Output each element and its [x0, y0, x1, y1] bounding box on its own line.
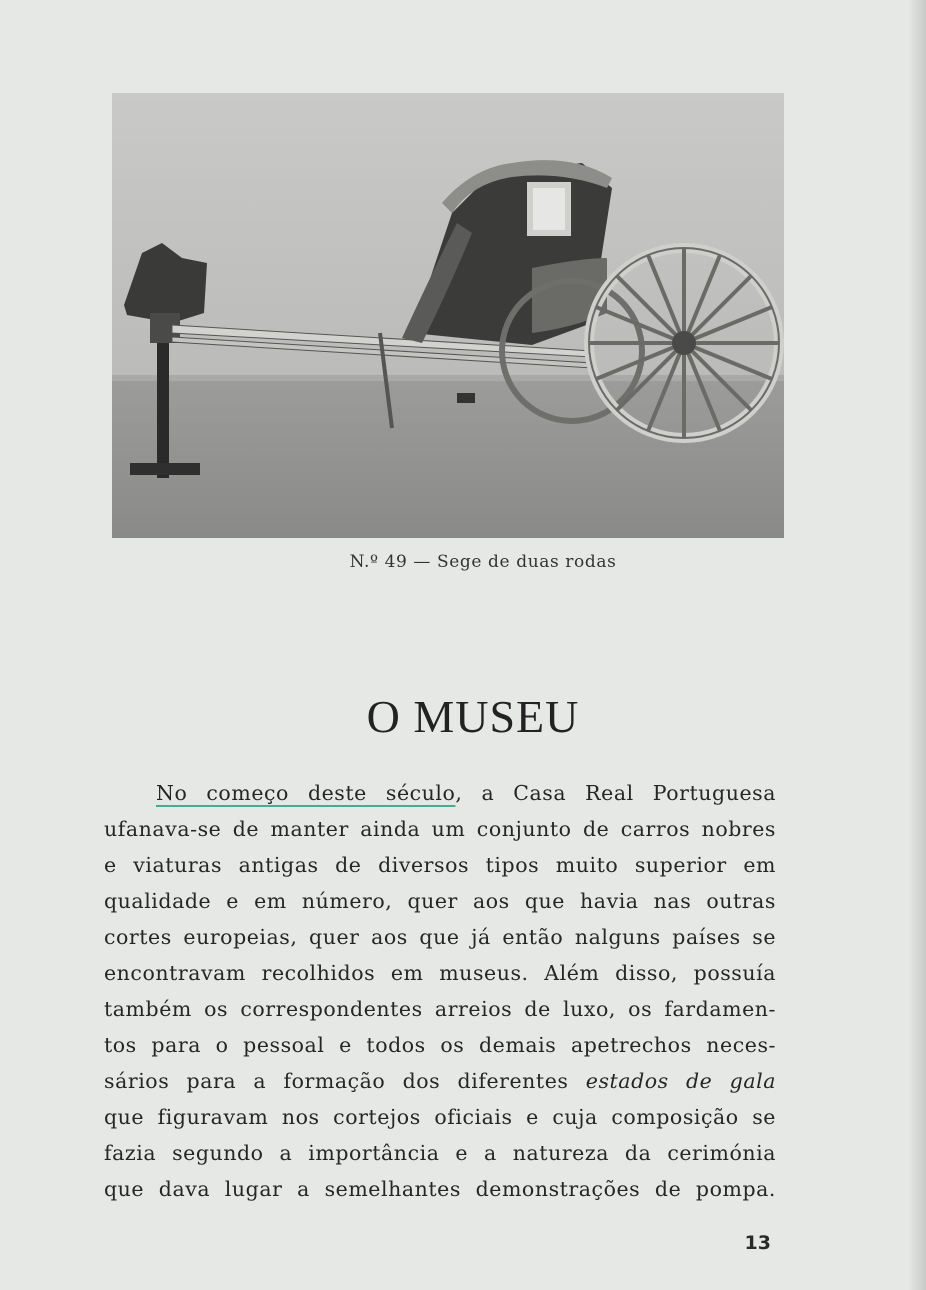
section-title: O MUSEU — [366, 691, 580, 742]
text-line: qualidade e em número, quer aos que havia nas outras — [104, 889, 776, 913]
text-line — [104, 775, 776, 811]
text-line — [104, 1063, 776, 1099]
text-fragment: sários para a formação dos diferentes — [104, 1069, 569, 1093]
carriage-photo — [112, 93, 784, 538]
page-number: 13 — [744, 1232, 771, 1254]
italic-phrase: estados de gala — [585, 1069, 776, 1093]
text-line: cortes europeias, quer aos que já então nalguns países se — [104, 925, 776, 949]
photo-caption: N.º 49 — Sege de duas rodas — [349, 552, 617, 572]
text-fragment: , a Casa Real Portuguesa — [455, 781, 776, 805]
text-line: ufanava-se de manter ainda um conjunto de carros nobres — [104, 817, 776, 841]
body-paragraph — [104, 775, 776, 1207]
text-line: fazia segundo a importância e a natureza da cerimónia — [104, 1141, 776, 1165]
text-line: encontravam recolhidos em museus. Além disso, possuía — [104, 961, 776, 985]
page-edge-shadow — [908, 0, 926, 1290]
text-line: também os correspondentes arreios de luxo, os fardamen- — [104, 997, 776, 1021]
text-line: que dava lugar a semelhantes demonstrações de pompa. — [104, 1177, 776, 1201]
text-line: e viaturas antigas de diversos tipos muito superior em — [104, 853, 776, 877]
highlighted-phrase: No começo deste século — [156, 781, 456, 805]
text-line: que figuravam nos cortejos oficiais e cuja composição se — [104, 1105, 776, 1129]
text-line: tos para o pessoal e todos os demais apetrechos neces- — [104, 1033, 776, 1057]
